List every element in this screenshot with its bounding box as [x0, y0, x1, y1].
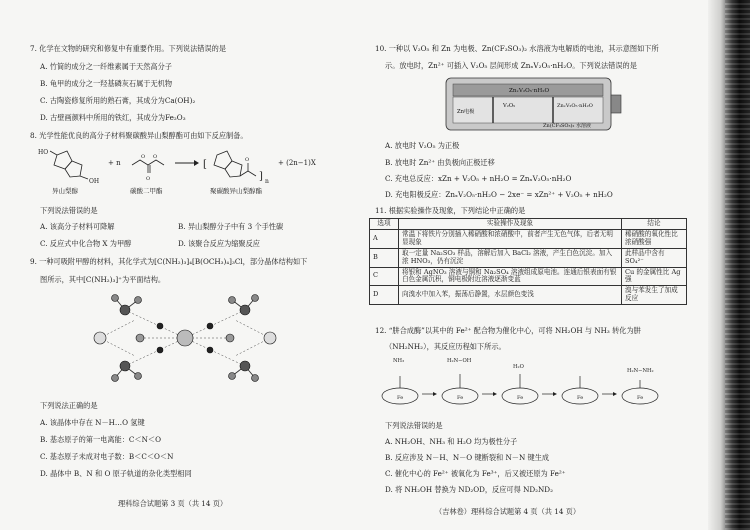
table-cell-option: A [370, 229, 399, 248]
q10-option-c: C. 充电总反应：xZn + V₂O₅ + nH₂O = ZnₓV₂O₅·nH₂O [385, 174, 572, 183]
battery-label-zinc-vanadate: ZnₓV₂O₅·nH₂O [557, 103, 593, 109]
q7-option-d: D. 古壁画颜料中所用的铁红，其成分为Fe₂O₃ [40, 113, 186, 122]
isosorbide-structure [50, 151, 88, 179]
svg-text:O: O [141, 154, 146, 160]
q9-option-d: D. 晶体中 B、N 和 O 原子轨道的杂化类型相同 [40, 469, 192, 478]
q9-stem-line2: 图所示，其中[C(NH₂)₃]⁺为平面结构。 [40, 275, 166, 284]
table-cell-conclusion: 稀硝酸的氧化性比浓硝酸强 [622, 229, 687, 248]
q10-stem-line2: 示。放电时，Zn²⁺ 可插入 V₂O₅ 层间形成 ZnₓV₂O₅·nH₂O。下列说法错误的是 [385, 61, 637, 70]
q8-option-d: D. 该聚合反应为缩聚反应 [178, 239, 260, 248]
q10-battery-diagram [443, 75, 628, 133]
battery-label-zn-electrode: Zn电极 [457, 109, 475, 115]
q8-ask: 下列说法错误的是 [40, 206, 98, 215]
q9-option-c: C. 基态原子未成对电子数：B＜C＜O＜N [40, 452, 174, 461]
q9-crystal-structure [80, 288, 290, 388]
q7-option-c: C. 古陶瓷修复所用的熟石膏，其成分为Ca(OH)₂ [40, 96, 196, 105]
polymer-structure [214, 151, 256, 177]
q10-option-d: D. 充电阳极反应：ZnₓV₂O₅·nH₂O − 2xe⁻ = xZn²⁺ + V₂O₅ + nH₂O [385, 190, 613, 199]
species-nh3: NH₃ [393, 358, 405, 364]
svg-text:Fe: Fe [517, 395, 524, 401]
svg-text:Fe: Fe [577, 395, 584, 401]
table-cell-option: D [370, 286, 399, 305]
label-dimethyl-carbonate: 碳酸二甲酯 [130, 187, 163, 195]
svg-text:Fe: Fe [397, 395, 404, 401]
species-hydroxylamine: H₂N−OH [447, 358, 472, 364]
q9-stem-line1: 9. 一种可吸附甲醇的材料，其化学式为[C(NH₂)₃]₄[B(OCH₃)₄]₃Cl，部分晶体结构如下 [30, 257, 308, 266]
svg-text:O: O [245, 157, 250, 163]
q8-option-b: B. 异山梨醇分子中有 3 个手性碳 [178, 222, 284, 231]
q9-option-b: B. 基态原子的第一电离能：C＜N＜O [40, 435, 161, 444]
q7-option-b: B. 龟甲的成分之一羟基磷灰石属于无机物 [40, 79, 173, 88]
label-isosorbide: 异山梨醇 [52, 187, 78, 195]
battery-label-zinc-vanadate-top: ZnₓV₂O₅·nH₂O [509, 88, 550, 94]
dimethyl-carbonate-structure [132, 160, 164, 173]
q12-option-c: C. 催化中心的 Fe²⁺ 被氧化为 Fe³⁺，后又被还原为 Fe²⁺ [385, 469, 566, 478]
svg-text:[: [ [203, 159, 207, 170]
table-row [370, 229, 687, 248]
table-cell-conclusion: Cu 的金属性比 Ag 强 [622, 267, 687, 286]
svg-text:HO: HO [38, 149, 49, 156]
table-cell-conclusion: 溴与苯发生了加成反应 [622, 286, 687, 305]
battery-label-electrolyte: Zn(CF₃SO₃)₂ 水溶液 [543, 123, 592, 129]
q12-ask: 下列说法错误的是 [385, 421, 443, 430]
scan-edge-texture [725, 0, 750, 530]
q9-ask: 下列说法正确的是 [40, 401, 98, 410]
left-page-footer: 理科综合试题第 3 页（共 14 页） [118, 499, 228, 508]
q10-option-a: A. 放电时 V₂O₅ 为正极 [385, 141, 460, 150]
label-polymer: 聚碳酸异山梨醇酯 [210, 187, 262, 195]
svg-text:O: O [146, 176, 151, 182]
table-cell-operation: 取一定量 Na₂SO₃ 样品，溶解后加入 BaCl₂ 溶液，产生白色沉淀。加入浓 HNO₃，仍有沉淀 [399, 248, 622, 267]
svg-text:Fe: Fe [457, 395, 464, 401]
table-header-option: 选项 [370, 219, 399, 230]
q12-stem-line1: 12. “肼合成酶”以其中的 Fe²⁺ 配合物为催化中心，可将 NH₂OH 与 NH₃ 转化为肼 [375, 326, 641, 335]
table-row [370, 267, 687, 286]
table-cell-operation: 常温下将铁片分别插入稀硝酸和浓硝酸中，前者产生无色气体，后者无明显现象 [399, 229, 622, 248]
q8-option-c: C. 反应式中化合物 X 为甲醇 [40, 239, 132, 248]
q8-stem: 8. 光学性能优良的高分子材料聚碳酸异山梨醇酯可由如下反应制备。 [30, 131, 248, 140]
species-hydrazine: H₂N−NH₂ [627, 368, 654, 374]
q11-stem: 11. 根据实验操作及现象，下列结论中正确的是 [375, 206, 526, 215]
plus-n-text: + n [108, 159, 121, 167]
q8-option-a: A. 该高分子材料可降解 [40, 222, 115, 231]
table-header-operation: 实验操作及现象 [399, 219, 622, 230]
q7-stem: 7. 化学在文物的研究和修复中有重要作用。下列说法错误的是 [30, 44, 227, 53]
q7-option-a: A. 竹简的成分之一纤维素属于天然高分子 [40, 62, 172, 71]
species-water: H₂O [513, 364, 524, 370]
q12-option-d: D. 将 NH₂OH 替换为 ND₂OD，反应可得 ND₂ND₂ [385, 485, 553, 494]
q10-stem-line1: 10. 一种以 V₂O₅ 和 Zn 为电极、Zn(CF₃SO₃)₂ 水溶液为电解质的电池，其示意图如下所 [375, 44, 659, 53]
q8-reaction-scheme [32, 143, 362, 195]
table-header-row [370, 219, 687, 230]
table-row [370, 248, 687, 267]
table-row [370, 286, 687, 305]
q12-stem-line2: （NH₂NH₂），其反应历程如下所示。 [385, 342, 506, 351]
table-cell-operation: 向溴水中加入苯，振荡后静置，水层颜色变浅 [399, 286, 622, 305]
svg-text:O: O [153, 154, 158, 160]
byproduct-text: + (2n−1)X [278, 159, 316, 167]
svg-text:OH: OH [89, 178, 100, 185]
q12-option-a: A. NH₂OH、NH₃ 和 H₂O 均为极性分子 [385, 437, 518, 446]
table-cell-option: C [370, 267, 399, 286]
polymer-subscript-n: n [265, 178, 269, 185]
q12-option-b: B. 反应涉及 N－H、N－O 键断裂和 N－N 键生成 [385, 453, 550, 462]
table-cell-conclusion: 此样品中含有 SO₄²⁻ [622, 248, 687, 267]
svg-text:Fe: Fe [637, 395, 644, 401]
svg-text:]: ] [259, 171, 263, 182]
q10-option-b: B. 放电时 Zn²⁺ 由负极向正极迁移 [385, 158, 495, 167]
table-header-conclusion: 结论 [622, 219, 687, 230]
q11-experiment-table [369, 218, 687, 305]
q9-option-a: A. 该晶体中存在 N－H…O 氢键 [40, 418, 145, 427]
battery-label-v2o5: V₂O₅ [503, 103, 516, 109]
table-cell-option: B [370, 248, 399, 267]
right-page-footer: （吉林卷）理科综合试题第 4 页（共 14 页） [435, 507, 581, 516]
table-cell-operation: 将银和 AgNO₃ 溶液与铜和 Na₂SO₄ 溶液组成原电池。连通后银表面有银白色金属沉积，铜电极附近溶液逐渐变蓝 [399, 267, 622, 286]
q12-mechanism-diagram [375, 354, 675, 414]
